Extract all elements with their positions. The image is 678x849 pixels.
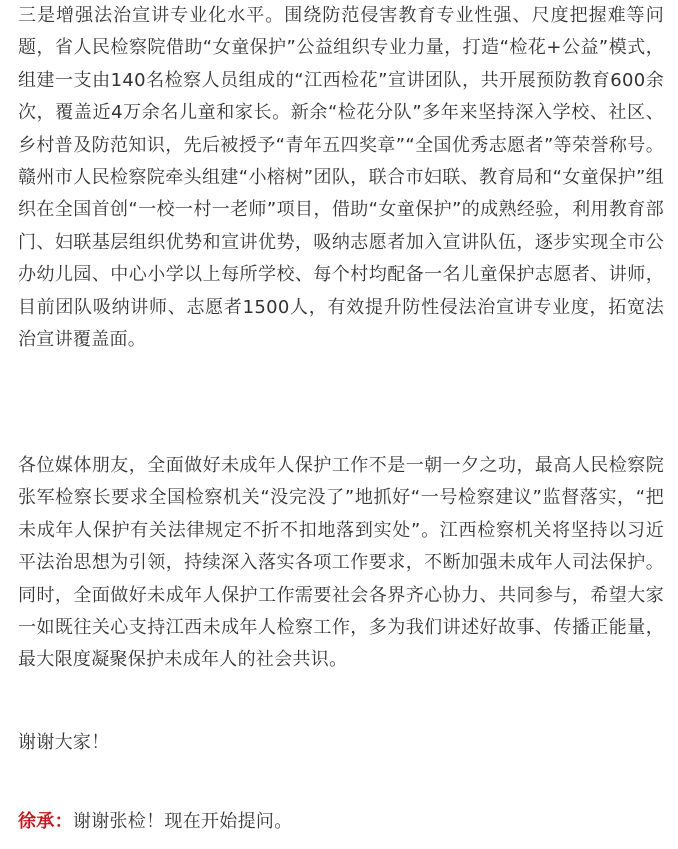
host-remark-text: 谢谢张检！现在开始提问。 bbox=[72, 811, 293, 832]
paragraph-host-remark bbox=[18, 806, 664, 838]
paragraph-law-publicity-professionalism: 三是增强法治宣讲专业化水平。围绕防范侵害教育专业性强、尺度把握难等问题，省人民检察院借助“女童保护”公益组织专业力量，打造“检花+公益”模式，组建一支由140名检察人员组成的“江西检花”宣讲团队，共开展预防教育600余次，覆盖近4万余名儿童和家长。新余“检花分队”多年来坚持深入学校、社区、乡村普及防范知识，先后被授予“青年五四奖章”“全国优秀志愿者”等荣誉称号。赣州市人民检察院牵头组建“小榕树”团队，联合市妇联、教育局和“女童保护”组织在全国首创“一校一村一老师”项目，借助“女童保护”的成熟经验，利用教育部门、妇联基层组织优势和宣讲优势，吸纳志愿者加入宣讲队伍，逐步实现全市公办幼儿园、中心小学以上每所学校、每个村均配备一名儿童保护志愿者、讲师，目前团队吸纳讲师、志愿者1500人，有效提升防性侵法治宣讲专业度，拓宽法治宣讲覆盖面。 bbox=[18, 5, 664, 351]
paragraph-thanks: 谢谢大家！ bbox=[18, 732, 110, 753]
paragraph-media-address: 各位媒体朋友，全面做好未成年人保护工作不是一朝一夕之功，最高人民检察院张军检察长要求全国检察机关“没完没了”地抓好“一号检察建议”监督落实，“把未成年人保护有关法律规定不折不扣地落到实处”。江西检察机关将坚持以习近平法治思想为引领，持续深入落实各项工作要求，不断加强未成年人司法保护。同时，全面做好未成年人保护工作需要社会各界齐心协力、共同参与，希望大家一如既往关心支持江西未成年人检察工作，多为我们讲述好故事、传播正能量，最大限度凝聚保护未成年人的社会共识。 bbox=[18, 455, 664, 671]
speaker-name: 徐承： bbox=[18, 811, 73, 832]
